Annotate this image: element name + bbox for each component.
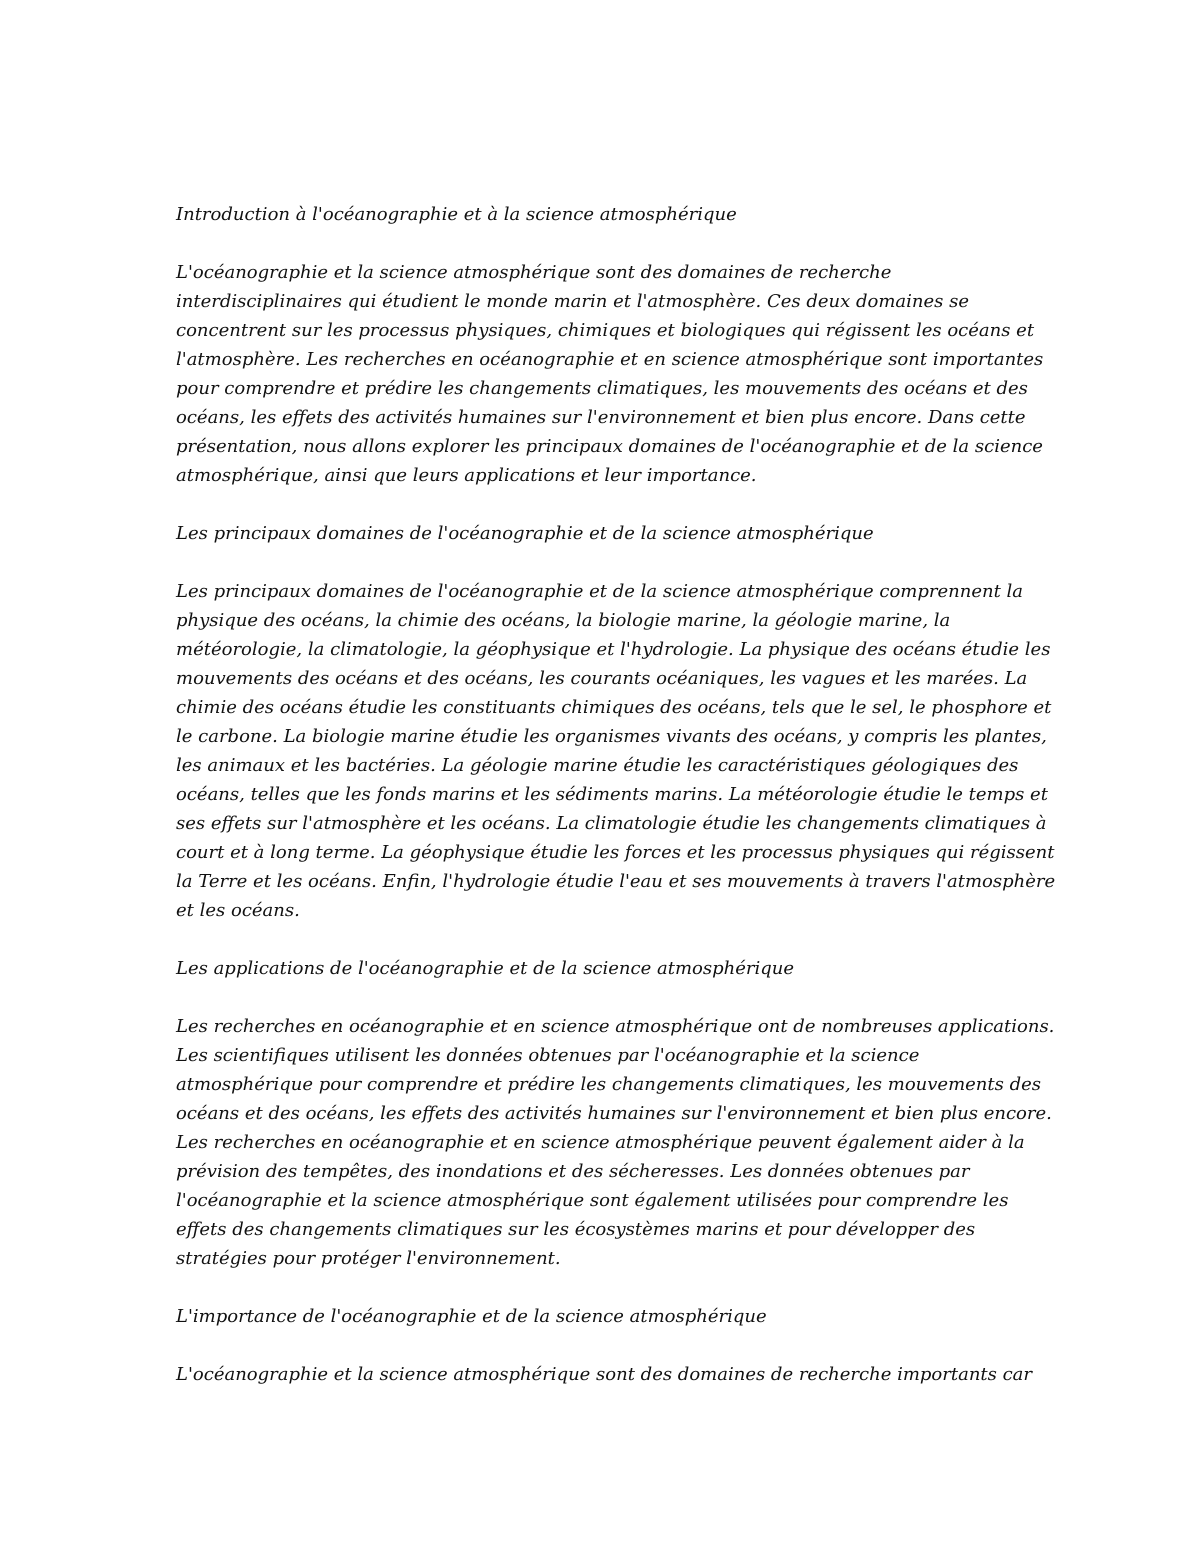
text-line: concentrent sur les processus physiques, chimiques et biologiques qui régissent les océans et — [176, 320, 1035, 341]
text-line: Les recherches en océanographie et en science atmosphérique peuvent également aider à la — [176, 1132, 1025, 1153]
text-line: océans et des océans, les effets des activités humaines sur l'environnement et bien plus encore. — [176, 1103, 1052, 1124]
text-line: atmosphérique, ainsi que leurs applications et leur importance. — [176, 465, 757, 486]
section-heading — [176, 954, 1036, 983]
text-line: Les principaux domaines de l'océanographie et de la science atmosphérique comprennent la — [176, 581, 1024, 602]
paragraph — [176, 577, 1056, 925]
text-line: stratégies pour protéger l'environnement. — [176, 1248, 561, 1269]
document-body — [176, 200, 1056, 1418]
text-line: pour comprendre et prédire les changements climatiques, les mouvements des océans et des — [176, 378, 1028, 399]
text-line: et les océans. — [176, 900, 300, 921]
paragraph — [176, 1360, 1036, 1389]
text-line: L'océanographie et la science atmosphérique sont des domaines de recherche importants car — [176, 1364, 1033, 1385]
paragraph — [176, 1012, 1055, 1273]
text-line: l'océanographie et la science atmosphérique sont également utilisées pour comprendre les — [176, 1190, 1009, 1211]
text-line: L'océanographie et la science atmosphérique sont des domaines de recherche — [176, 262, 892, 283]
text-line: présentation, nous allons explorer les principaux domaines de l'océanographie et de la science — [176, 436, 1043, 457]
text-line: océans, les effets des activités humaines sur l'environnement et bien plus encore. Dans cette — [176, 407, 1026, 428]
paragraph — [176, 258, 1044, 490]
text-line: la Terre et les océans. Enfin, l'hydrologie étudie l'eau et ses mouvements à travers l'atmosphère — [176, 871, 1056, 892]
text-line: océans, telles que les fonds marins et les sédiments marins. La météorologie étudie le temps et — [176, 784, 1048, 805]
text-line: atmosphérique pour comprendre et prédire les changements climatiques, les mouvements des — [176, 1074, 1041, 1095]
text-line: Introduction à l'océanographie et à la science atmosphérique — [176, 204, 737, 225]
section-heading — [176, 519, 1036, 548]
text-line: météorologie, la climatologie, la géophysique et l'hydrologie. La physique des océans étudie les — [176, 639, 1051, 660]
text-line: physique des océans, la chimie des océans, la biologie marine, la géologie marine, la — [176, 610, 951, 631]
text-line: l'atmosphère. Les recherches en océanographie et en science atmosphérique sont importantes — [176, 349, 1044, 370]
text-line: le carbone. La biologie marine étudie les organismes vivants des océans, y compris les plantes, — [176, 726, 1047, 747]
text-line: prévision des tempêtes, des inondations et des sécheresses. Les données obtenues par — [176, 1161, 970, 1182]
text-line: ses effets sur l'atmosphère et les océans. La climatologie étudie les changements climatiques à — [176, 813, 1047, 834]
text-line: Les applications de l'océanographie et de la science atmosphérique — [176, 958, 794, 979]
text-line: interdisciplinaires qui étudient le monde marin et l'atmosphère. Ces deux domaines se — [176, 291, 970, 312]
text-line: Les principaux domaines de l'océanographie et de la science atmosphérique — [176, 523, 874, 544]
text-line: effets des changements climatiques sur les écosystèmes marins et pour développer des — [176, 1219, 976, 1240]
section-heading — [176, 1302, 1036, 1331]
text-line: chimie des océans étudie les constituants chimiques des océans, tels que le sel, le phosphore et — [176, 697, 1052, 718]
text-line: court et à long terme. La géophysique étudie les forces et les processus physiques qui régissent — [176, 842, 1055, 863]
section-heading — [176, 200, 1036, 229]
text-line: Les recherches en océanographie et en science atmosphérique ont de nombreuses applications. — [176, 1016, 1055, 1037]
text-line: mouvements des océans et des océans, les courants océaniques, les vagues et les marées. La — [176, 668, 1028, 689]
text-line: les animaux et les bactéries. La géologie marine étudie les caractéristiques géologiques des — [176, 755, 1019, 776]
text-line: L'importance de l'océanographie et de la science atmosphérique — [176, 1306, 767, 1327]
text-line: Les scientifiques utilisent les données obtenues par l'océanographie et la science — [176, 1045, 920, 1066]
